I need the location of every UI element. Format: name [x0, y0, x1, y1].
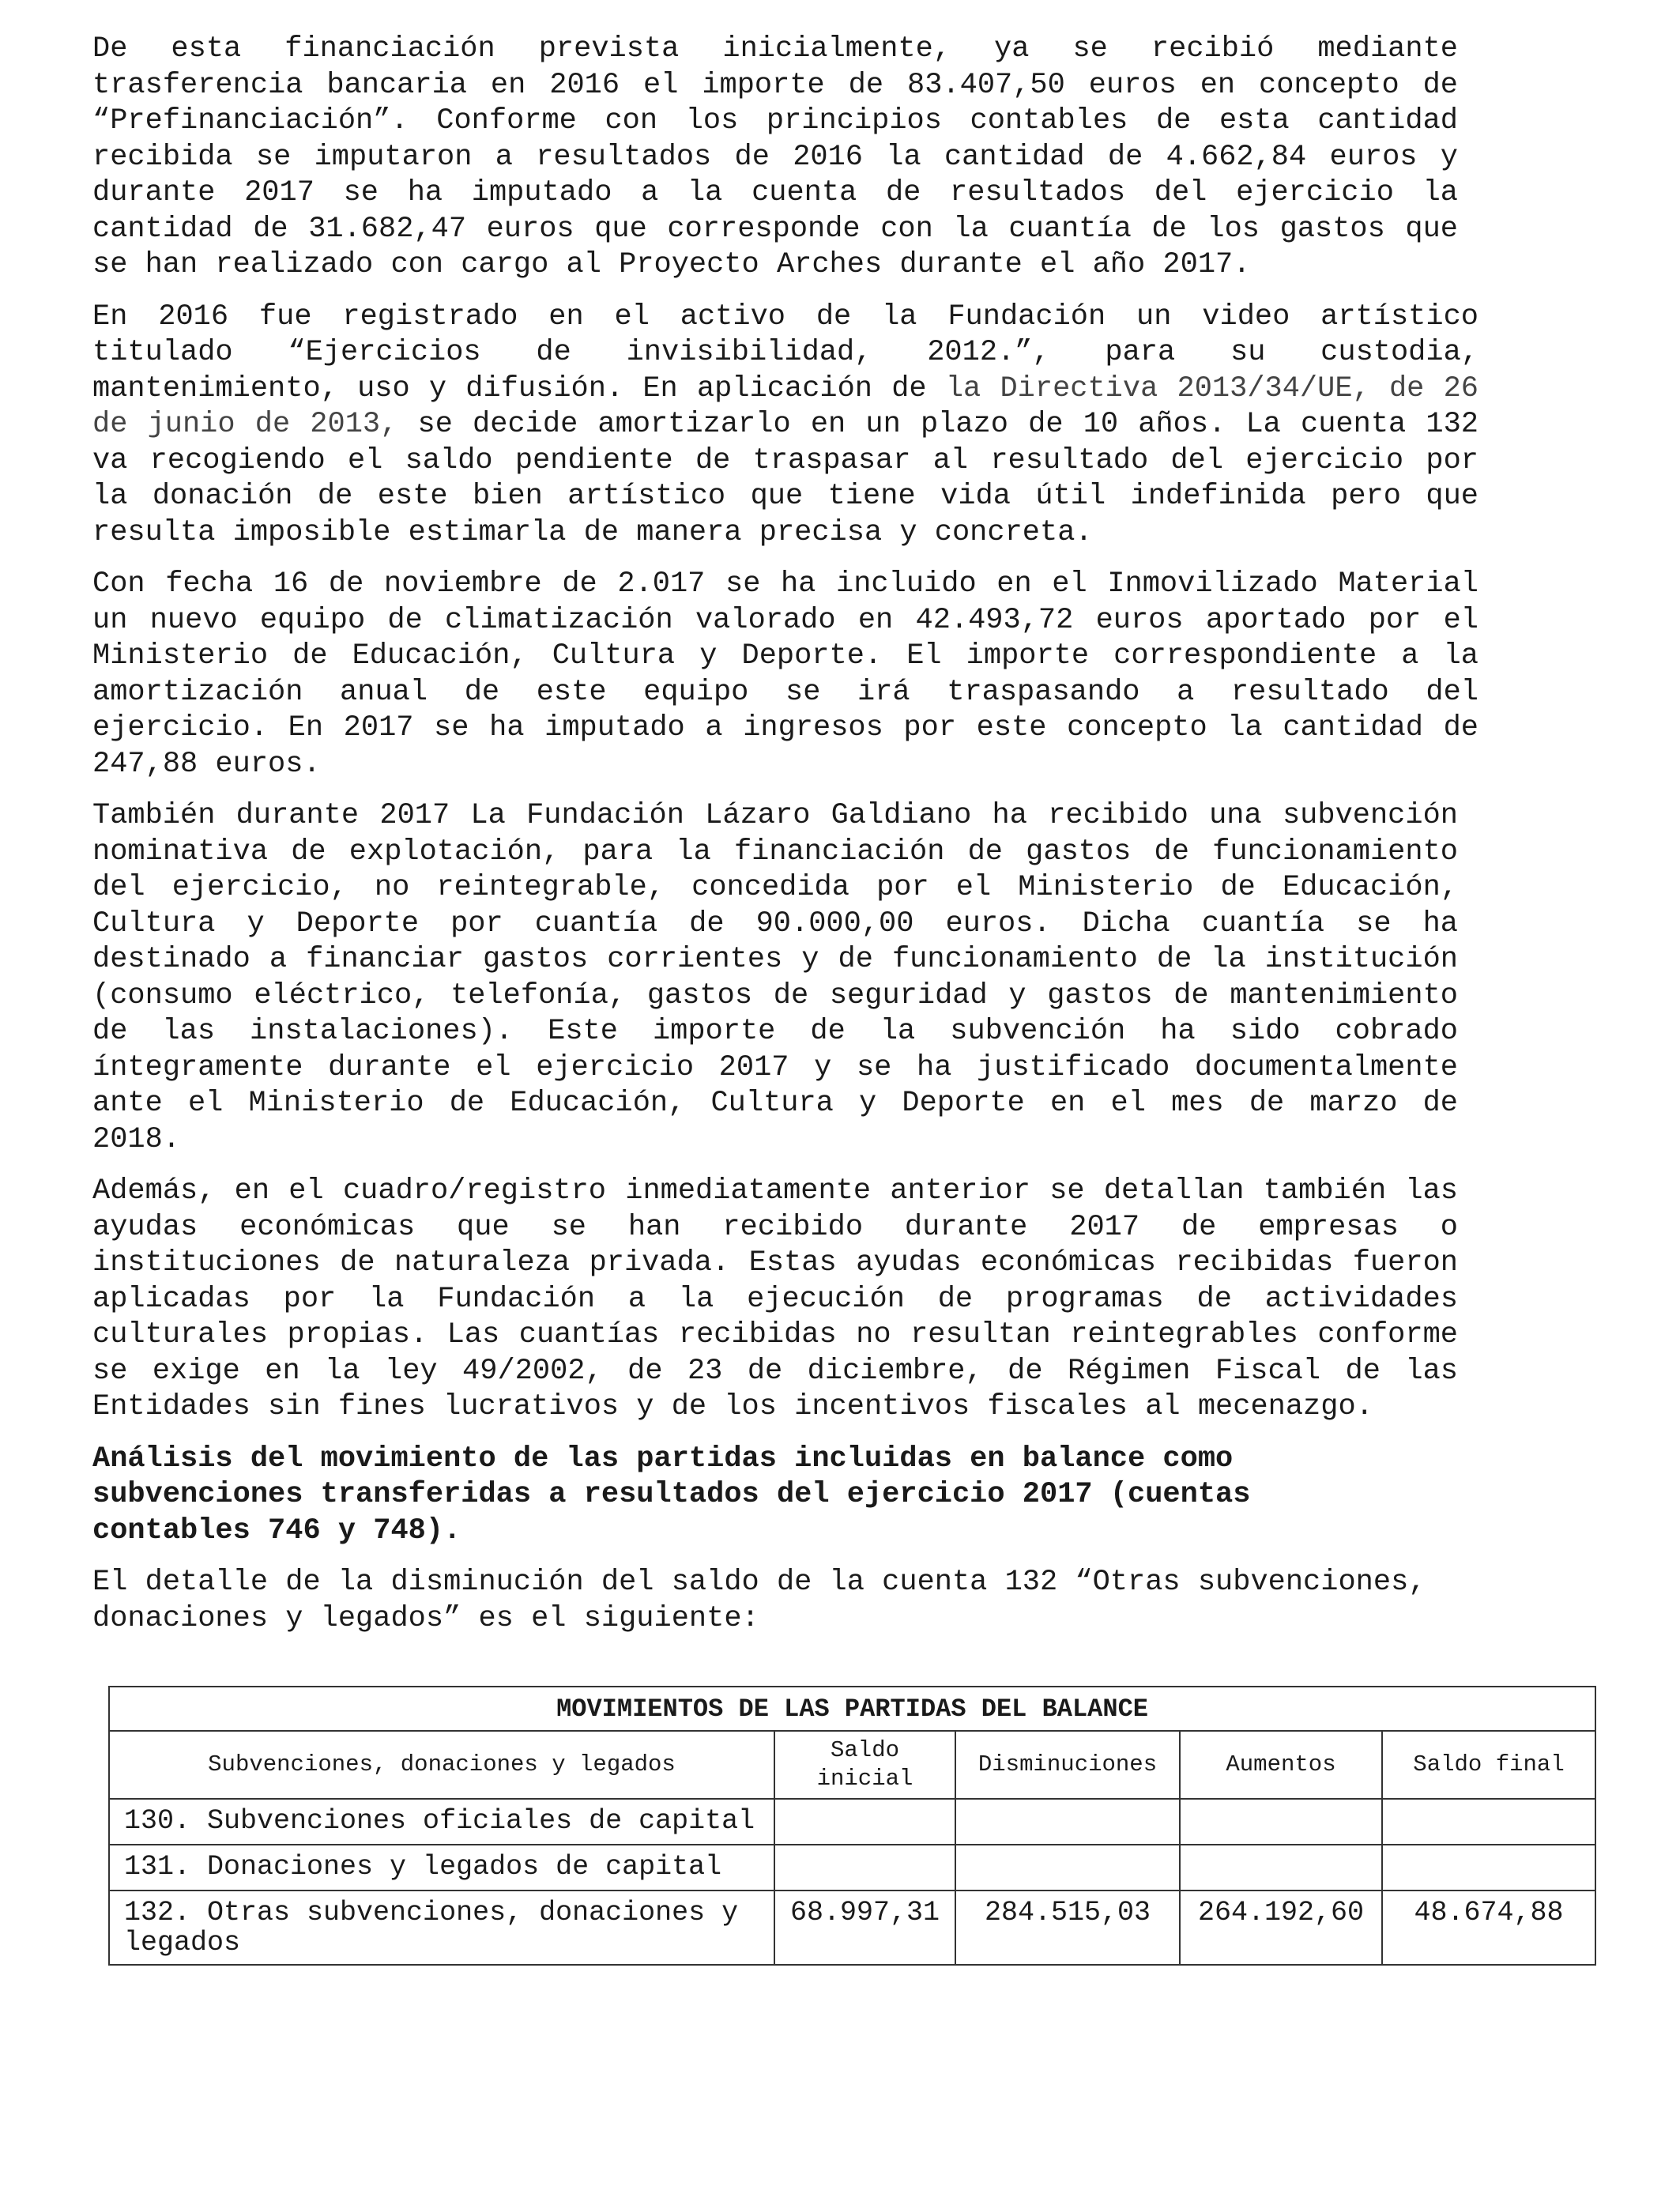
document-page [92, 32, 1483, 1653]
cell-saldo-final [1382, 1845, 1595, 1891]
header-concept: Subvenciones, donaciones y legados [109, 1731, 774, 1799]
header-saldo-inicial: Saldo inicial [774, 1731, 955, 1799]
paragraph-video-text-after: se decide amortizarlo en un plazo de 10 años. La cuenta 132 va recogiendo el saldo pendiente de traspasar al resultado del ejercicio por la donación de este bien artístico que tiene vida útil indefinida pero que resulta imposible estimarla de manera precisa y concreta. [92, 408, 1478, 549]
paragraph-subvencion-nominativa: También durante 2017 La Fundación Lázaro Galdiano ha recibido una subvención nominativa de explotación, para la financiación de gastos de funcionamiento del ejercicio, no reintegrable, concedida por el Ministerio de Educación, Cultura y Deporte por cuantía de 90.000,00 euros. Dicha cuantía se ha destinado a financiar gastos corrientes y de funcionamiento de la institución (consumo eléctrico, telefonía, gastos de seguridad y gastos de mantenimiento de las instalaciones). Este importe de la subvención ha sido cobrado íntegramente durante el ejercicio 2017 y se ha justificado documentalmente ante el Ministerio de Educación, Cultura y Deporte en el mes de marzo de 2018. [92, 799, 1458, 1156]
table-row [109, 1845, 1595, 1891]
section-heading: Análisis del movimiento de las partidas incluidas en balance como subvenciones transferidas a resultados del ejercicio 2017 (cuentas contables 746 y 748). [92, 1442, 1251, 1547]
cell-saldo-inicial: 68.997,31 [774, 1891, 955, 1965]
header-aumentos: Aumentos [1180, 1731, 1382, 1799]
cell-concept: 131. Donaciones y legados de capital [109, 1845, 774, 1891]
paragraph-ayudas-privadas: Además, en el cuadro/registro inmediatamente anterior se detallan también las ayudas económicas que se han recibido durante 2017 de empresas o instituciones de naturaleza privada. Estas ayudas económicas recibidas fueron aplicadas por la Fundación a la ejecución de programas de actividades culturales propias. Las cuantías recibidas no resultan reintegrables conforme se exige en la ley 49/2002, de 23 de diciembre, de Régimen Fiscal de las Entidades sin fines lucrativos y de los incentivos fiscales al mecenazgo. [92, 1174, 1458, 1423]
table-title: MOVIMIENTOS DE LAS PARTIDAS DEL BALANCE [109, 1687, 1595, 1731]
cell-concept: 132. Otras subvenciones, donaciones y legados [109, 1891, 774, 1965]
cell-saldo-inicial [774, 1845, 955, 1891]
cell-concept: 130. Subvenciones oficiales de capital [109, 1799, 774, 1845]
cell-aumentos: 264.192,60 [1180, 1891, 1382, 1965]
header-saldo-final: Saldo final [1382, 1731, 1595, 1799]
balance-movements-table [108, 1686, 1596, 1966]
table-row [109, 1799, 1595, 1845]
cell-disminuciones: 284.515,03 [955, 1891, 1180, 1965]
cell-disminuciones [955, 1799, 1180, 1845]
cell-aumentos [1180, 1845, 1382, 1891]
paragraph-video-text-before: En 2016 fue registrado en el activo de la Fundación un video artístico titulado “Ejercicios de invisibilidad, 2012.”, para su custodia, mantenimiento, uso y difusión. En aplicación de [92, 300, 1478, 405]
paragraph-video-artistico [92, 300, 1478, 552]
cell-saldo-inicial [774, 1799, 955, 1845]
cell-saldo-final [1382, 1799, 1595, 1845]
table-title-row [109, 1687, 1595, 1731]
table-header-row [109, 1731, 1595, 1799]
balance-table-container [108, 1686, 1595, 1966]
cell-aumentos [1180, 1799, 1382, 1845]
cell-disminuciones [955, 1845, 1180, 1891]
paragraph-prefinanciacion: De esta financiación prevista inicialmente, ya se recibió mediante trasferencia bancaria en 2016 el importe de 83.407,50 euros en concepto de “Prefinanciación”. Conforme con los principios contables de esta cantidad recibida se imputaron a resultados de 2016 la cantidad de 4.662,84 euros y durante 2017 se ha imputado a la cuenta de resultados del ejercicio la cantidad de 31.682,47 euros que corresponde con la cuantía de los gastos que se han realizado con cargo al Proyecto Arches durante el año 2017. [92, 32, 1458, 281]
cell-saldo-final: 48.674,88 [1382, 1891, 1595, 1965]
intro-text: El detalle de la disminución del saldo de la cuenta 132 “Otras subvenciones, donaciones y legados” es el siguiente: [92, 1566, 1426, 1635]
paragraph-climatizacion: Con fecha 16 de noviembre de 2.017 se ha incluido en el Inmovilizado Material un nuevo equipo de climatización valorado en 42.493,72 euros aportado por el Ministerio de Educación, Cultura y Deporte. El importe correspondiente a la amortización anual de este equipo se irá traspasando a resultado del ejercicio. En 2017 se ha imputado a ingresos por este concepto la cantidad de 247,88 euros. [92, 567, 1478, 781]
table-row [109, 1891, 1595, 1965]
header-disminuciones: Disminuciones [955, 1731, 1180, 1799]
paragraph-video-directiva: la Directiva 2013/34/UE, de 26 de junio de 2013, [92, 371, 1478, 441]
